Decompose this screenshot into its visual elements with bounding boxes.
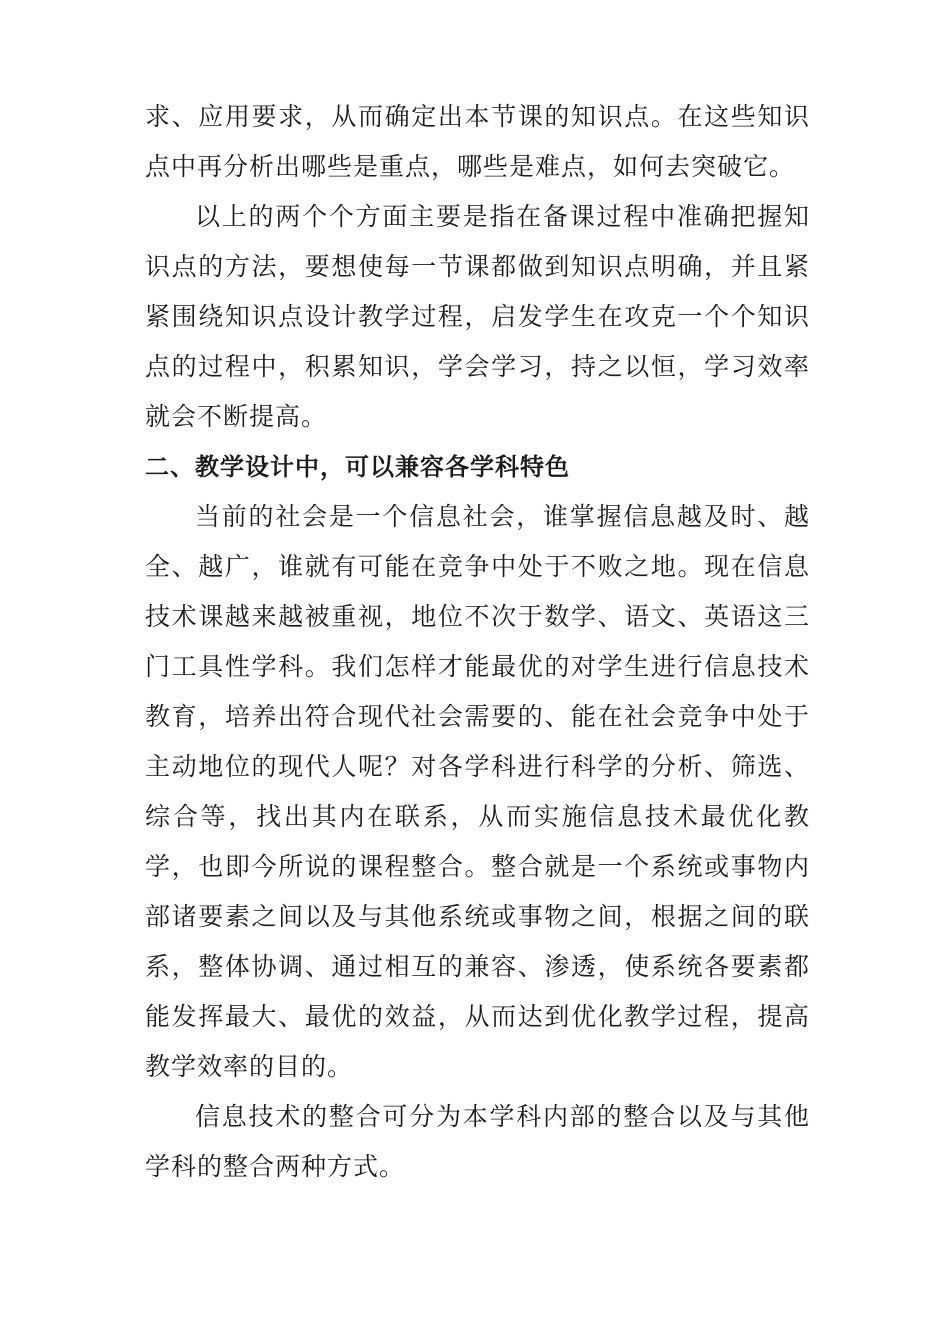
paragraph-integration-methods: 信息技术的整合可分为本学科内部的整合以及与其他学科的整合两种方式。: [145, 1102, 810, 1181]
paragraph-continuation: 求、应用要求，从而确定出本节课的知识点。在这些知识点中再分析出哪些是重点，哪些是难点，如何去突破它。: [145, 102, 810, 181]
section-heading: 二、教学设计中，可以兼容各学科特色: [145, 453, 570, 481]
paragraph-knowledge-points: 以上的两个个方面主要是指在备课过程中准确把握知识点的方法，要想使每一节课都做到知识点明确，并且紧紧围绕知识点设计教学过程，启发学生在攻克一个个知识点的过程中，积累知识，学会学习，持之以恒，学习效率就会不断提高。: [145, 202, 810, 431]
document-body: [145, 92, 810, 1192]
paragraph-information-society: 当前的社会是一个信息社会，谁掌握信息越及时、越全、越广，谁就有可能在竞争中处于不败之地。现在信息技术课越来越被重视，地位不次于数学、语文、英语这三门工具性学科。我们怎样才能最优的对学生进行信息技术教育，培养出符合现代社会需要的、能在社会竞争中处于主动地位的现代人呢？对各学科进行科学的分析、筛选、综合等，找出其内在联系，从而实施信息技术最优化教学，也即今所说的课程整合。整合就是一个系统或事物内部诸要素之间以及与其他系统或事物之间，根据之间的联系，整体协调、通过相互的兼容、渗透，使系统各要素都能发挥最大、最优的效益，从而达到优化教学过程，提高教学效率的目的。: [145, 502, 810, 1081]
